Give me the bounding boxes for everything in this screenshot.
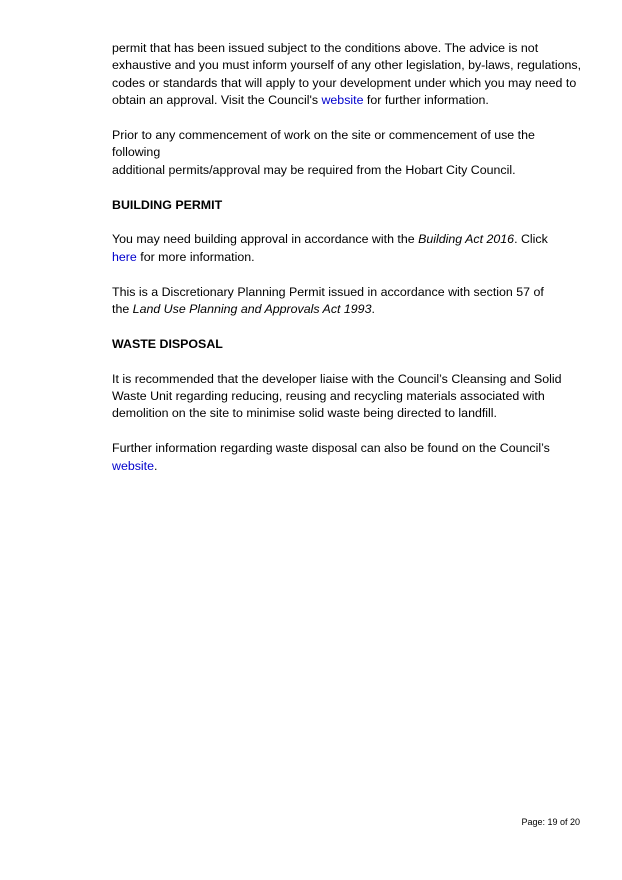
waste-further-line-1: Further information regarding waste disposal can also be found on the Council’s [112,441,550,456]
building-act-title: Building Act 2016 [418,232,515,247]
advice-line-4-suffix: for further information. [363,93,489,108]
waste-further-paragraph [112,440,584,475]
advice-paragraph [112,40,584,110]
advice-line-3: codes or standards that will apply to your development under which you may need to [112,75,577,90]
discretionary-paragraph [112,284,584,319]
building-paragraph [112,231,584,266]
building-line-1-suffix: . Click [514,232,548,247]
advice-line-2: exhaustive and you must inform yourself of any other legislation, by-laws, regulations, [112,58,582,73]
building-info-link[interactable]: here [112,249,137,264]
building-line-1-text: You may need building approval in accordance with the [112,232,419,247]
planning-act-title: Land Use Planning and Approvals Act 1993 [132,302,372,317]
waste-line-3: demolition on the site to minimise solid waste being directed to landfill. [112,406,497,421]
permits-paragraph [112,127,584,179]
document-body [112,40,584,492]
building-permit-heading: BUILDING PERMIT [112,197,223,212]
page-number: Page: 19 of 20 [521,817,580,827]
waste-further-suffix: . [154,458,158,473]
discretionary-line-2-suffix: . [371,302,375,317]
waste-disposal-heading: WASTE DISPOSAL [112,336,223,351]
council-website-link[interactable]: website [321,93,364,108]
advice-line-4-text: obtain an approval. Visit the Council's [112,93,322,108]
advice-line-1: permit that has been issued subject to the conditions above. The advice is not [112,41,539,55]
waste-line-1: It is recommended that the developer liaise with the Council’s Cleansing and Solid [112,371,562,386]
waste-paragraph [112,371,584,423]
discretionary-line-1: This is a Discretionary Planning Permit issued in accordance with section 57 of [112,284,544,299]
building-line-2-suffix: for more information. [136,249,255,264]
waste-line-2: Waste Unit regarding reducing, reusing and recycling materials associated with [112,389,545,404]
permits-line-1: Prior to any commencement of work on the site or commencement of use the following [112,128,535,160]
waste-website-link[interactable]: website [112,458,155,473]
permits-line-2: additional permits/approval may be required from the Hobart City Council. [112,162,516,177]
discretionary-line-2-text: the [112,302,133,317]
